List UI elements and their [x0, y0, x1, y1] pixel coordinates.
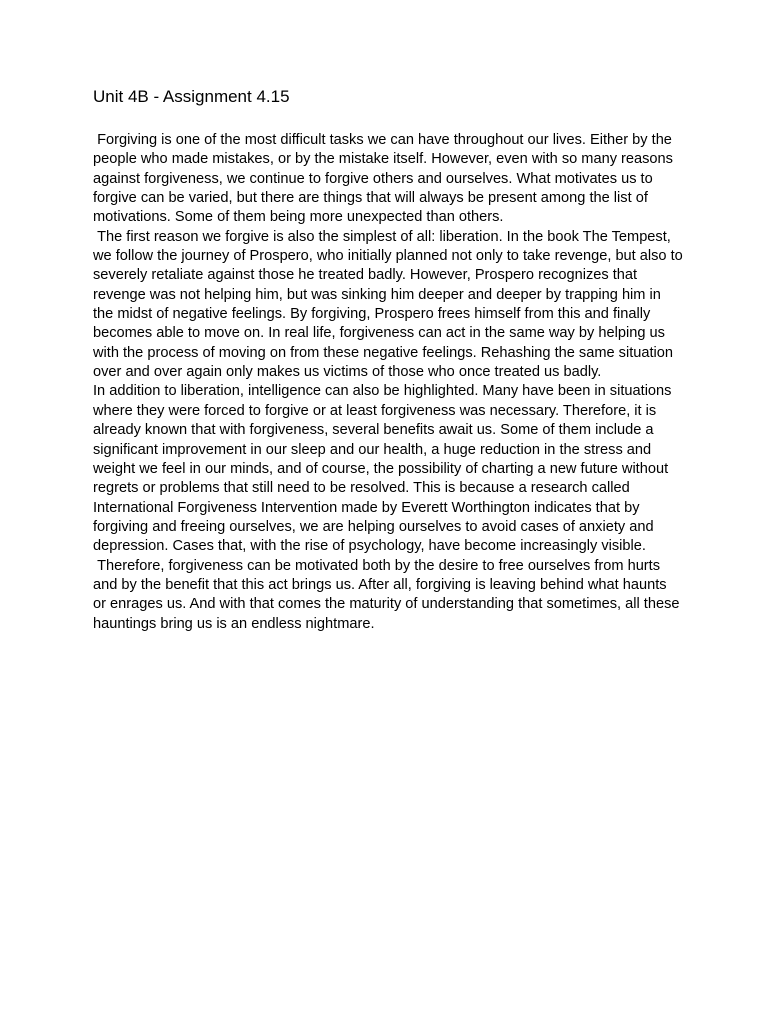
paragraph-conclusion: Therefore, forgiveness can be motivated both by the desire to free ourselves from hurts and by the benefit that this act brings us. After all, forgiving is leaving behind what haunts or enrages us. And with that comes the maturity of understanding that sometimes, all these hauntings bring us is an endless nightmare.	[93, 557, 684, 632]
paragraph-intro: Forgiving is one of the most difficult tasks we can have throughout our lives. Either by the people who made mistakes, or by the mistake itself. However, even with so many reasons against forgiveness, we continue to forgive others and ourselves. What motivates us to forgive can be varied, but there are things that will always be present among the list of motivations. Some of them being more unexpected than others.	[93, 132, 678, 226]
document-body	[93, 131, 687, 634]
paragraph-intelligence: In addition to liberation, intelligence can also be highlighted. Many have been in situations where they were forced to forgive or at least forgiveness was necessary. Therefore, it is already known that with forgiveness, several benefits await us. Some of them include a significant improvement in our sleep and our health, a huge reduction in the stress and weight we feel in our minds, and of course, the possibility of charting a new future without regrets or problems that still need to be resolved. This is because a research called International Forgiveness Intervention made by Everett Worthington indicates that by forgiving and freeing ourselves, we are helping ourselves to avoid cases of anxiety and depression. Cases that, with the rise of psychology, have become increasingly visible.	[93, 383, 676, 555]
document-title: Unit 4B - Assignment 4.15	[93, 87, 290, 106]
paragraph-liberation: The first reason we forgive is also the simplest of all: liberation. In the book The Tempest, we follow the journey of Prospero, who initially planned not only to take revenge, but also to severely retaliate against those he treated badly. However, Prospero recognizes that revenge was not helping him, but was sinking him deeper and deeper by trapping him in the midst of negative feelings. By forgiving, Prospero frees himself from this and finally becomes able to move on. In real life, forgiveness can act in the same way by helping us with the process of moving on from these negative feelings. Rehashing the same situation over and over again only makes us victims of those who once treated us badly.	[93, 228, 687, 381]
